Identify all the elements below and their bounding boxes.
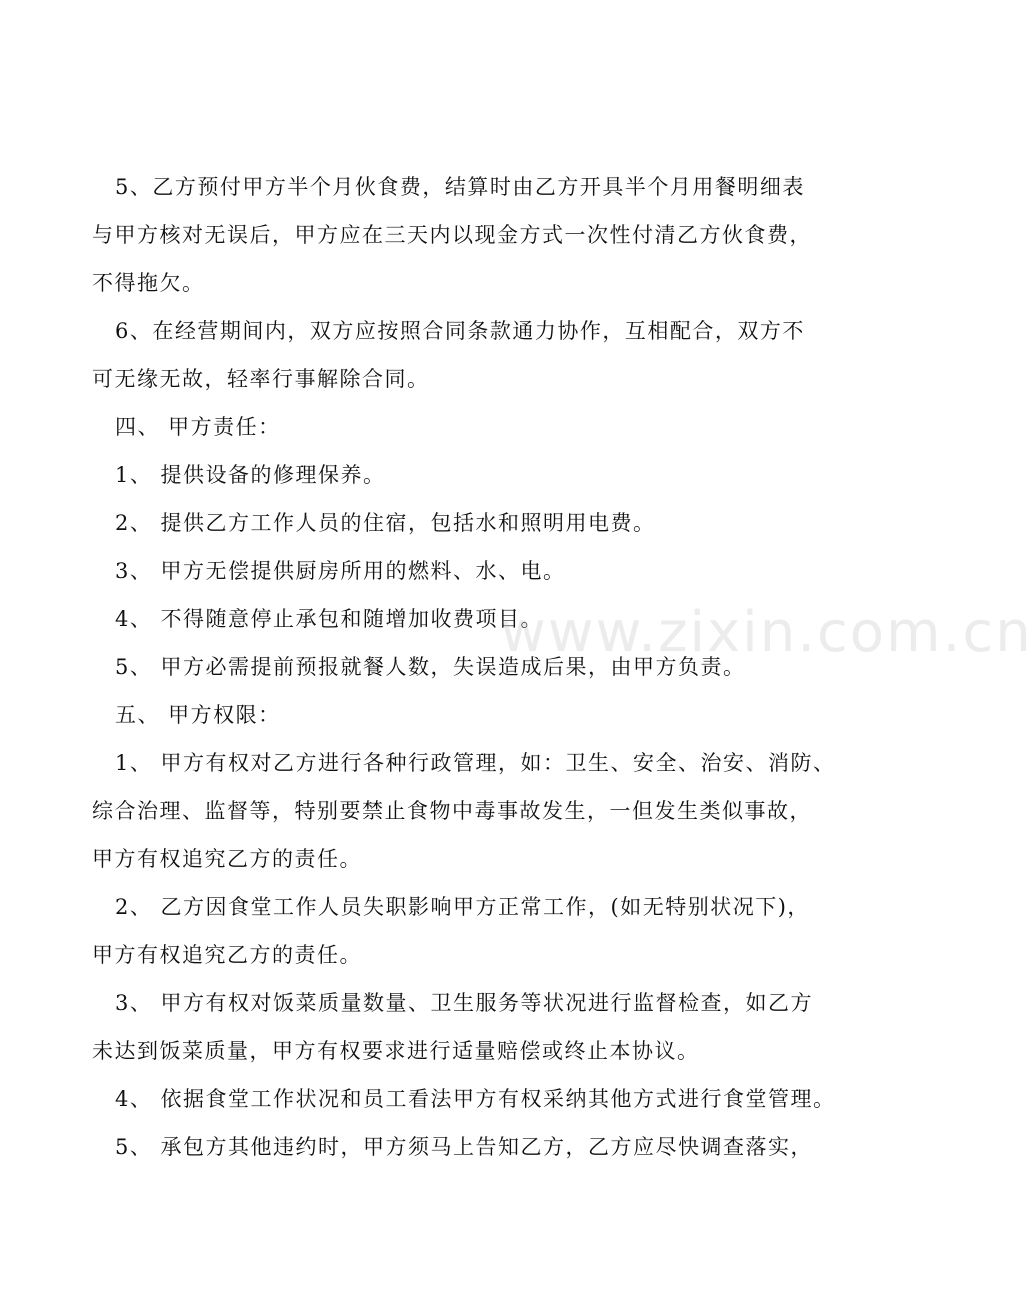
text-line: 可无缘无故，轻率行事解除合同。 — [92, 367, 430, 391]
text-line: 3、 甲方有权对饭菜质量数量、卫生服务等状况进行监督检查，如乙方 — [115, 991, 814, 1015]
text-line: 4、 依据食堂工作状况和员工看法甲方有权采纳其他方式进行食堂管理。 — [115, 1087, 836, 1111]
text-line: 综合治理、监督等，特别要禁止食物中毒事故发生，一但发生类似事故， — [92, 799, 812, 823]
text-line: 2、 提供乙方工作人员的住宿，包括水和照明用电费。 — [115, 511, 656, 535]
text-line: 5、 甲方必需提前预报就餐人数，失误造成后果，由甲方负责。 — [115, 655, 746, 679]
text-line: 3、 甲方无偿提供厨房所用的燃料、水、电。 — [115, 559, 566, 583]
text-line: 与甲方核对无误后，甲方应在三天内以现金方式一次性付清乙方伙食费， — [92, 223, 812, 247]
section-heading: 五、 甲方权限： — [115, 703, 281, 727]
text-line: 4、 不得随意停止承包和随增加收费项目。 — [115, 607, 544, 631]
text-line: 1、 甲方有权对乙方进行各种行政管理，如：卫生、安全、治安、消防、 — [115, 751, 836, 775]
text-line: 不得拖欠。 — [92, 271, 205, 295]
section-heading: 四、 甲方责任： — [115, 415, 281, 439]
text-line: 甲方有权追究乙方的责任。 — [92, 943, 362, 967]
text-line: 5、 承包方其他违约时，甲方须马上告知乙方，乙方应尽快调查落实， — [115, 1135, 814, 1159]
watermark: www.zixin.com.cn — [500, 600, 1033, 665]
text-line: 2、 乙方因食堂工作人员失职影响甲方正常工作，(如无特别状况下)， — [115, 895, 810, 919]
text-line: 甲方有权追究乙方的责任。 — [92, 847, 362, 871]
text-line: 1、 提供设备的修理保养。 — [115, 463, 386, 487]
text-line: 5、乙方预付甲方半个月伙食费，结算时由乙方开具半个月用餐明细表 — [115, 175, 805, 199]
text-line: 未达到饭菜质量，甲方有权要求进行适量赔偿或终止本协议。 — [92, 1039, 700, 1063]
text-line: 6、在经营期间内，双方应按照合同条款通力协作，互相配合，双方不 — [115, 319, 805, 343]
